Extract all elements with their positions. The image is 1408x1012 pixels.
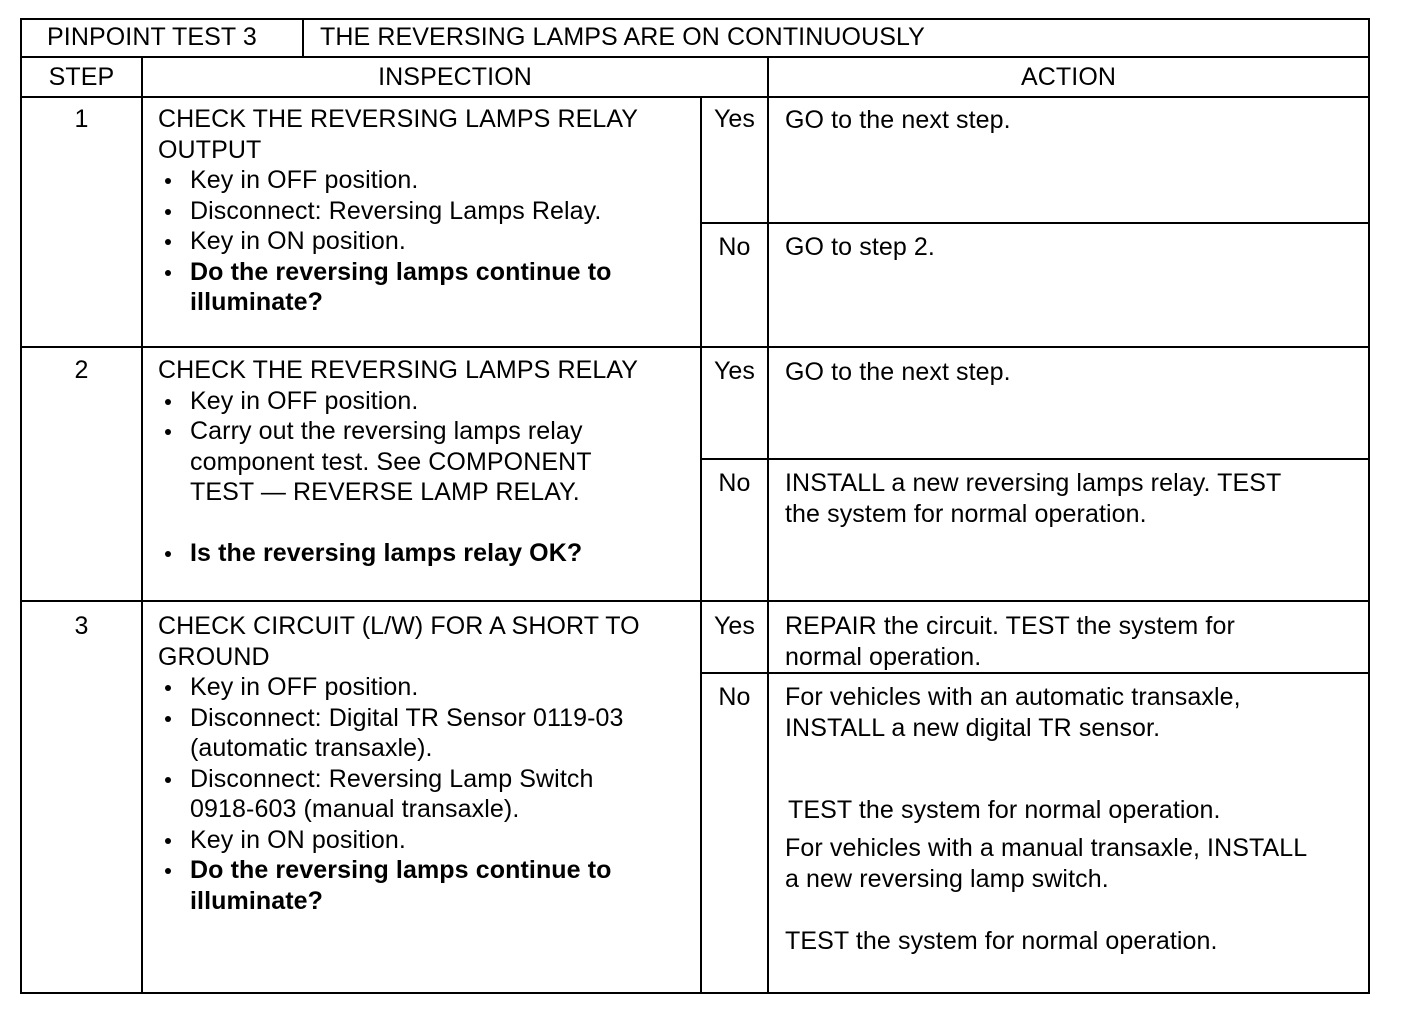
list-item <box>158 764 640 825</box>
yes-action <box>785 611 1235 672</box>
list-item-text: Disconnect: Reversing Lamps Relay. <box>190 196 602 225</box>
step-2-yes-no-divider <box>700 458 1370 460</box>
column-header-action: ACTION <box>1020 63 1117 91</box>
action-text: For vehicles with a manual transaxle, INSTALL <box>785 834 1308 862</box>
action-text: the system for normal operation. <box>785 499 1147 528</box>
no-action <box>785 682 1241 743</box>
test-title: THE REVERSING LAMPS ARE ON CONTINUOUSLY <box>320 23 925 51</box>
bullet-icon <box>165 685 171 691</box>
bullet-icon <box>165 551 171 557</box>
action-text: a new reversing lamp switch. <box>785 864 1109 893</box>
answer-column-divider <box>700 96 702 994</box>
no-label: No <box>718 469 751 497</box>
question-text: illuminate? <box>190 288 324 316</box>
list-item-text: Carry out the reversing lamps relay <box>190 417 583 445</box>
question-text: Do the reversing lamps continue to <box>190 257 612 286</box>
list-item-text: Key in ON position. <box>190 825 406 854</box>
bullet-icon <box>165 429 171 435</box>
bullet-icon <box>165 399 171 405</box>
list-item <box>158 257 638 318</box>
list-item <box>158 825 640 856</box>
yes-action: GO to the next step. <box>785 106 1011 134</box>
action-text: TEST the system for normal operation. <box>785 927 1218 955</box>
yes-label: Yes <box>713 357 756 385</box>
action-text: REPAIR the circuit. TEST the system for <box>785 612 1235 640</box>
list-item <box>158 855 640 916</box>
action-text: INSTALL a new digital TR sensor. <box>785 713 1161 742</box>
step-3-yes-no-divider <box>700 672 1370 674</box>
action-text: For vehicles with an automatic transaxle, <box>785 683 1241 711</box>
list-item-text: Key in OFF position. <box>190 386 419 415</box>
list-item <box>158 672 640 703</box>
list-item <box>158 196 638 227</box>
no-label: No <box>718 233 751 261</box>
bullet-icon <box>165 838 171 844</box>
column-header-bottom <box>20 96 1370 98</box>
inspection-heading: GROUND <box>158 642 270 671</box>
yes-label: Yes <box>713 105 756 133</box>
question-text: Is the reversing lamps relay OK? <box>190 538 583 567</box>
list-item <box>158 416 638 508</box>
yes-action: GO to the next step. <box>785 358 1011 386</box>
title-divider <box>302 18 304 56</box>
inspection-heading: CHECK THE REVERSING LAMPS RELAY <box>158 105 639 133</box>
step-1-yes-no-divider <box>700 222 1370 224</box>
list-item-text: Key in OFF position. <box>190 673 419 701</box>
list-item-text: TEST — REVERSE LAMP RELAY. <box>190 478 580 506</box>
yes-label: Yes <box>713 612 756 640</box>
list-item-text: Disconnect: Reversing Lamp Switch <box>190 764 594 793</box>
column-header-inspection: INSPECTION <box>378 63 532 91</box>
list-item-text: 0918-603 (manual transaxle). <box>190 795 520 823</box>
step-2-inspection <box>158 355 638 568</box>
bullet-icon <box>165 868 171 874</box>
list-item <box>158 226 638 257</box>
action-text: TEST the system for normal operation. <box>788 796 1221 824</box>
list-item <box>158 703 640 764</box>
action-text: INSTALL a new reversing lamps relay. TEST <box>785 469 1282 497</box>
bullet-icon <box>165 716 171 722</box>
question-text: illuminate? <box>190 886 324 915</box>
bullet-icon <box>165 178 171 184</box>
table-border-left <box>20 18 22 994</box>
action-text: normal operation. <box>785 642 982 671</box>
table-border-bottom <box>20 992 1370 994</box>
test-id: PINPOINT TEST 3 <box>47 23 257 51</box>
step-3-inspection <box>158 611 640 916</box>
action-column-divider <box>767 56 769 994</box>
table-border-right <box>1368 18 1370 994</box>
inspection-heading: CHECK THE REVERSING LAMPS RELAY <box>158 356 639 384</box>
list-item-text: Key in OFF position. <box>190 166 419 194</box>
list-item <box>158 538 638 569</box>
bullet-icon <box>165 209 171 215</box>
step-number: 3 <box>74 612 89 640</box>
step-1-inspection <box>158 104 638 318</box>
no-action <box>785 468 1281 529</box>
list-item <box>158 386 638 417</box>
step-column-divider <box>141 56 143 994</box>
step-number: 2 <box>74 356 89 384</box>
step-1-bottom <box>20 346 1370 348</box>
list-item-text: (automatic transaxle). <box>190 734 433 762</box>
list-item-text: component test. See COMPONENT <box>190 447 592 476</box>
table-border-top <box>20 18 1370 20</box>
step-2-bottom <box>20 600 1370 602</box>
title-row-bottom <box>20 56 1370 58</box>
no-action: GO to step 2. <box>785 233 935 261</box>
inspection-heading: CHECK CIRCUIT (L/W) FOR A SHORT TO <box>158 612 640 640</box>
step-number: 1 <box>74 105 89 133</box>
no-action-manual <box>785 833 1307 894</box>
bullet-icon <box>165 239 171 245</box>
bullet-icon <box>165 270 171 276</box>
list-item <box>158 165 638 196</box>
inspection-heading: OUTPUT <box>158 135 262 164</box>
bullet-icon <box>165 777 171 783</box>
column-header-step: STEP <box>48 63 115 91</box>
list-item-text: Key in ON position. <box>190 227 406 255</box>
no-label: No <box>718 683 751 711</box>
question-text: Do the reversing lamps continue to <box>190 856 612 884</box>
list-item-text: Disconnect: Digital TR Sensor 0119-03 <box>190 703 624 732</box>
